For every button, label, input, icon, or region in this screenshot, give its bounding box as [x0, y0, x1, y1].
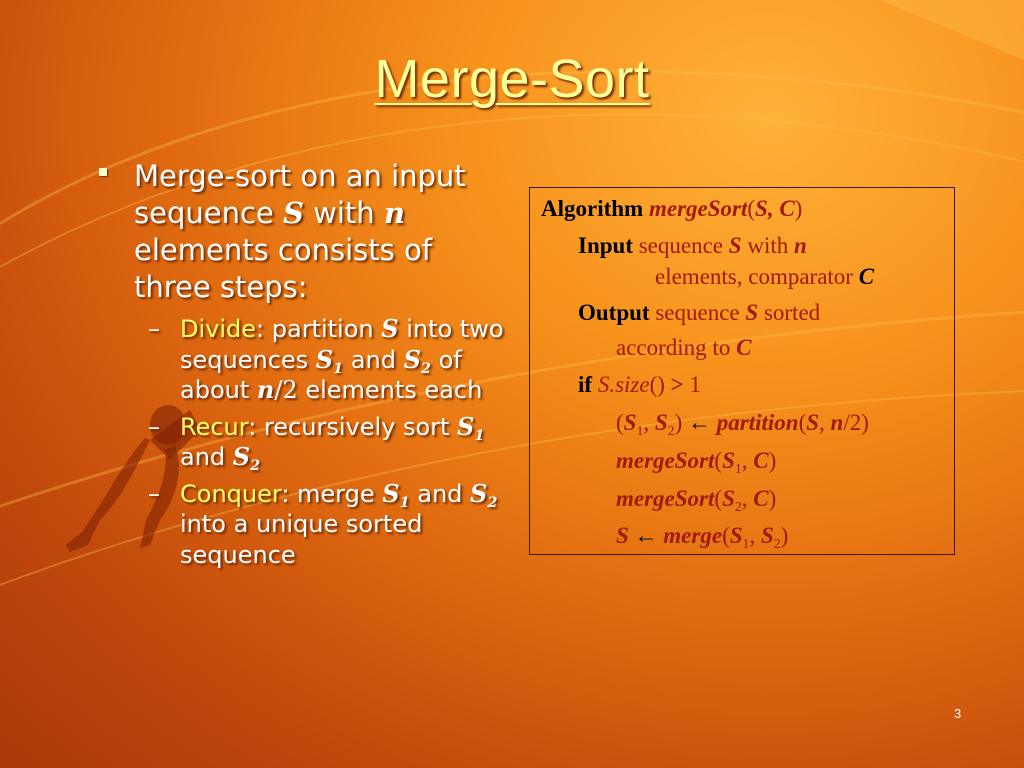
algo-if-line [578, 372, 701, 398]
algo-partition-line [616, 410, 869, 436]
var-S1: S [722, 448, 735, 473]
greater-than: > [670, 372, 684, 397]
var-S1: S [382, 478, 400, 508]
keyword-if: if [578, 372, 593, 397]
sub-bullet-recur [148, 412, 516, 473]
var-S2: S [403, 344, 421, 374]
algo-mergesort-line-1 [616, 448, 776, 474]
paren: ) [674, 410, 683, 435]
paren: ) [768, 448, 777, 473]
sub-text: : partition [256, 315, 382, 343]
code-text: with [741, 233, 794, 258]
subscript: 2 [250, 457, 261, 475]
code-text: elements, comparator [655, 264, 859, 289]
algo-output-line [578, 300, 820, 326]
var-S1: S [315, 344, 334, 374]
subscript: 1 [333, 359, 344, 377]
subscript: 2 [487, 493, 498, 511]
algo-input-line-2 [655, 264, 874, 290]
var-C: C [858, 264, 875, 289]
left-arrow-icon: ← [688, 410, 711, 435]
paren: ) [768, 486, 777, 511]
subscript: 1 [399, 493, 410, 511]
subscript: 1 [734, 460, 742, 476]
step-label-conquer: Conquer [180, 479, 282, 508]
paren: ( [747, 196, 756, 221]
var-S2: S [470, 478, 488, 508]
paren: ( [714, 486, 723, 511]
sub-bullet-divide [148, 314, 516, 406]
var-S1: S [457, 411, 475, 441]
var-n: n [256, 375, 275, 404]
var-S: S [282, 196, 304, 230]
var-n: n [793, 233, 807, 258]
keyword-algorithm: Algorithm [541, 196, 644, 221]
comma: , [749, 523, 761, 548]
square-bullet-icon [99, 168, 107, 176]
sub-text: and [343, 345, 404, 374]
sub-text: into a unique sorted sequence [180, 510, 423, 569]
algo-merge-line [616, 523, 788, 549]
var-C: C [736, 335, 752, 360]
left-arrow-icon: ← [634, 523, 658, 548]
sub-text: of about [180, 345, 462, 404]
paren: ) [794, 196, 803, 221]
subscript: 2 [773, 535, 781, 551]
page-number: 3 [954, 706, 962, 721]
comma: , [643, 410, 655, 435]
var-S: S [381, 314, 399, 343]
code-text: sorted [758, 300, 821, 325]
var-S2: S [654, 410, 668, 435]
step-label-recur: Recur [180, 412, 249, 441]
params: S, C [755, 196, 795, 221]
comma: , [741, 486, 754, 511]
var-S2: S [760, 523, 774, 548]
function-merge: merge [663, 523, 723, 548]
slide-title: Merge-Sort [374, 49, 650, 109]
function-mergesort: mergeSort [616, 448, 715, 473]
var-n: n [830, 410, 844, 435]
var-S1: S [729, 523, 743, 548]
algo-output-line-2 [616, 335, 751, 361]
code-text: 1 [683, 372, 701, 397]
code-text: sequence [649, 300, 746, 325]
var-n: n [383, 196, 405, 230]
bullet-content [96, 158, 516, 576]
sub-text: and [180, 443, 233, 471]
sub-text: and [409, 479, 471, 508]
subscript: 2 [734, 498, 742, 514]
algorithm-box [529, 187, 955, 555]
code-text: according to [616, 335, 737, 360]
bullet-text: elements consists of three steps: [134, 233, 432, 304]
subscript: 1 [474, 426, 485, 444]
code-text: sequence [632, 233, 729, 258]
paren: ) [780, 523, 789, 548]
paren: ( [714, 448, 723, 473]
sub-text: : recursively sort [248, 412, 458, 441]
subscript: 1 [636, 422, 644, 438]
fraction: /2 [274, 376, 298, 404]
paren: ( [616, 410, 624, 435]
var-C: C [753, 448, 769, 473]
var-S2: S [722, 486, 735, 511]
function-mergesort: mergeSort [616, 486, 715, 511]
bullet-text: with [303, 196, 384, 230]
sub-text: elements each [297, 376, 483, 404]
algo-mergesort-line-2 [616, 486, 776, 512]
comma: , [819, 410, 831, 435]
subscript: 1 [742, 535, 750, 551]
var-S: S [806, 410, 820, 435]
sub-bullet-list [148, 314, 516, 570]
dash-icon: – [148, 412, 160, 441]
main-bullet [96, 158, 516, 306]
bullet-text: Merge-sort on an input sequence [134, 159, 466, 230]
var-S: S [616, 523, 629, 548]
comma: , [741, 448, 754, 473]
var-S2: S [232, 442, 251, 471]
paren: ( [798, 410, 807, 435]
paren: () [649, 372, 665, 397]
algo-input-line [578, 233, 807, 259]
subscript: 2 [667, 422, 675, 438]
var-S1: S [623, 410, 637, 435]
code-text: /2) [843, 410, 869, 435]
sub-bullet-conquer [148, 479, 516, 571]
step-label-divide: Divide [180, 315, 257, 343]
function-name: mergeSort [648, 196, 748, 221]
var-C: C [753, 486, 769, 511]
algo-header-line [541, 196, 802, 222]
dash-icon: – [148, 479, 160, 508]
var-S: S [728, 233, 742, 258]
function-partition: partition [716, 410, 799, 435]
dash-icon: – [148, 315, 160, 343]
keyword-output: Output [578, 300, 650, 325]
paren: ( [722, 523, 730, 548]
sub-text: into two sequences [180, 315, 504, 374]
condition: S.size [597, 372, 650, 397]
sub-text: : merge [281, 479, 383, 508]
subscript: 2 [420, 359, 431, 377]
keyword-input: Input [578, 233, 633, 258]
var-S: S [745, 300, 759, 325]
